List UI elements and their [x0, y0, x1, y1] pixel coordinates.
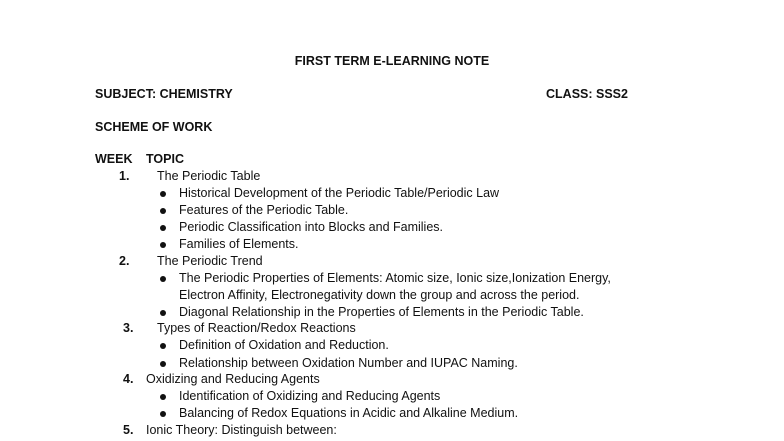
week-topic: The Periodic Table — [157, 169, 261, 183]
week-number: 2. — [119, 254, 130, 268]
scheme-heading: SCHEME OF WORK — [95, 120, 213, 134]
week-topic: The Periodic Trend — [157, 254, 263, 268]
week-topic: Oxidizing and Reducing Agents — [146, 372, 320, 386]
bullet-icon — [160, 225, 166, 231]
topic-item-continued: Electron Affinity, Electronegativity down the group and across the period. — [179, 288, 580, 302]
bullet-icon — [160, 310, 166, 316]
bullet-icon — [160, 242, 166, 248]
week-topic: Ionic Theory: Distinguish between: — [146, 423, 337, 437]
topic-item: Historical Development of the Periodic Table/Periodic Law — [179, 186, 500, 200]
topic-item: Identification of Oxidizing and Reducing Agents — [179, 389, 441, 403]
week-number: 1. — [119, 169, 130, 183]
week-number: 5. — [123, 423, 134, 437]
bullet-icon — [160, 191, 166, 197]
bullet-icon — [160, 411, 166, 417]
week-column-header: WEEK — [95, 152, 133, 166]
page-title: FIRST TERM E-LEARNING NOTE — [294, 54, 490, 68]
topic-item: Definition of Oxidation and Reduction. — [179, 338, 389, 352]
topic-item: Families of Elements. — [179, 237, 299, 251]
topic-item: The Periodic Properties of Elements: Atomic size, Ionic size,Ionization Energy, — [179, 271, 611, 285]
topic-item: Balancing of Redox Equations in Acidic and Alkaline Medium. — [179, 406, 519, 420]
class-label: CLASS: SSS2 — [546, 87, 628, 101]
bullet-icon — [160, 394, 166, 400]
topic-column-header: TOPIC — [146, 152, 184, 166]
topic-item: Relationship between Oxidation Number and IUPAC Naming. — [179, 356, 518, 370]
topic-item: Diagonal Relationship in the Properties of Elements in the Periodic Table. — [179, 305, 584, 319]
subject-label: SUBJECT: CHEMISTRY — [95, 87, 233, 101]
week-number: 4. — [123, 372, 134, 386]
bullet-icon — [160, 343, 166, 349]
week-number: 3. — [123, 321, 134, 335]
bullet-icon — [160, 361, 166, 367]
topic-item: Periodic Classification into Blocks and Families. — [179, 220, 443, 234]
bullet-icon — [160, 276, 166, 282]
topic-item: Features of the Periodic Table. — [179, 203, 349, 217]
week-topic: Types of Reaction/Redox Reactions — [157, 321, 356, 335]
bullet-icon — [160, 208, 166, 214]
